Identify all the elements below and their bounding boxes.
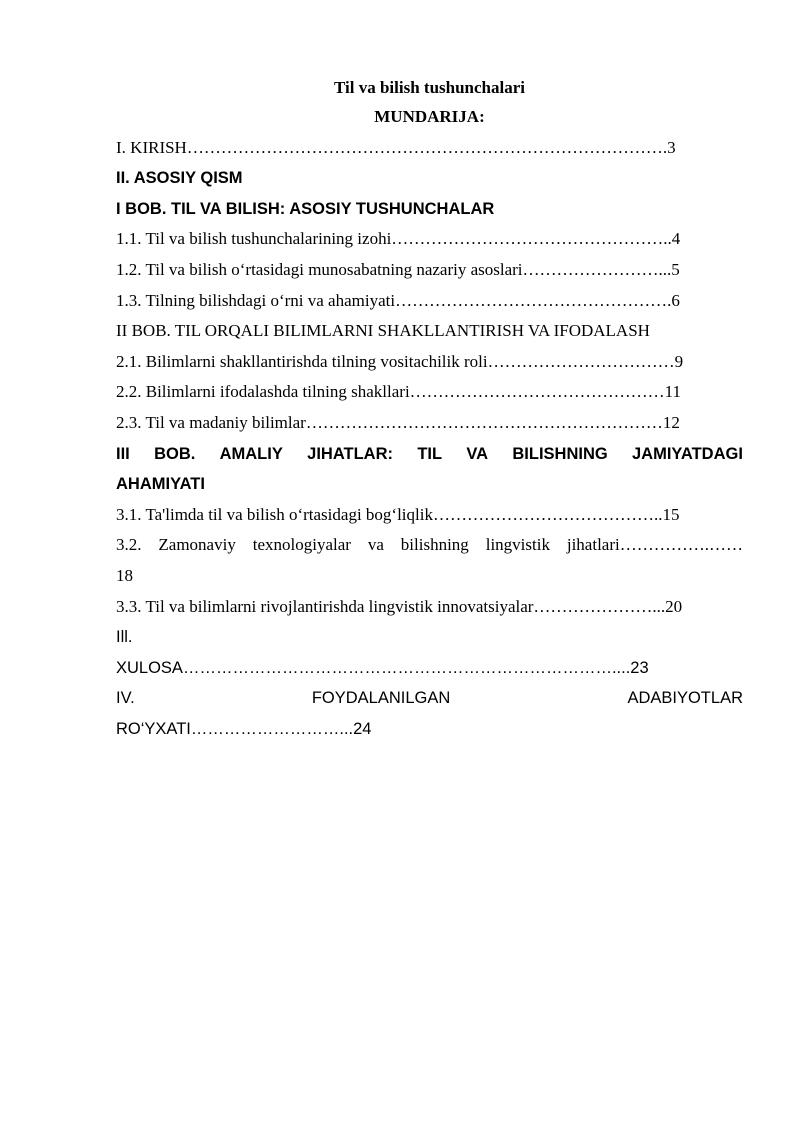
- toc-entry-references: [116, 683, 743, 714]
- toc-entry-3-2-word: bilishning: [400, 535, 469, 555]
- toc-entry-references-word: ADABIYOTLAR: [627, 689, 743, 708]
- toc-chapter-1: I BOB. TIL VA BILISH: ASOSIY TUSHUNCHALAR: [116, 199, 495, 218]
- toc-entry-references-word: IV.: [116, 689, 135, 708]
- toc-section-marker: Ill.: [116, 628, 133, 647]
- toc-chapter-2: II BOB. TIL ORQALI BILIMLARNI SHAKLLANTIRISH VA IFODALASH: [116, 321, 650, 341]
- toc-chapter-3-continued: AHAMIYATI: [116, 475, 205, 494]
- toc-section-asosiy-qism: II. ASOSIY QISM: [116, 169, 243, 188]
- toc-entry-2-2: 2.2. Bilimlarni ifodalashda tilning shakllari………………………………………11: [116, 382, 682, 402]
- toc-chapter-3-word: BOB.: [154, 444, 196, 463]
- toc-entry-3-3: 3.3. Til va bilimlarni rivojlantirishda lingvistik innovatsiyalar…………………...20: [116, 596, 683, 616]
- document-page: [116, 74, 743, 744]
- toc-entry-3-2: [116, 530, 743, 561]
- toc-entry-3-2-word: texnologiyalar: [252, 535, 351, 555]
- toc-entry-references-continued: RO‘YXATI………………………...24: [116, 719, 372, 738]
- toc-entry-xulosa: XULOSA……………………………………………………………………....23: [116, 658, 649, 677]
- toc-entry-3-2-word: va: [367, 535, 384, 555]
- toc-entry-1-1: 1.1. Til va bilish tushunchalarining izohi…………………………………………..4: [116, 229, 681, 249]
- toc-entry-kirish: I. KIRISH………………………………………………………………………….3: [116, 137, 676, 157]
- toc-entry-2-1: 2.1. Bilimlarni shakllantirishda tilning vositachilik roli……………………………9: [116, 351, 684, 371]
- toc-entry-2-3: 2.3. Til va madaniy bilimlar………………………………………………………12: [116, 412, 680, 432]
- toc-chapter-3-word: JIHATLAR:: [307, 444, 394, 463]
- toc-chapter-3: [116, 439, 743, 470]
- toc-chapter-3-word: BILISHNING: [512, 444, 608, 463]
- toc-chapter-3-word: TIL: [417, 444, 443, 463]
- toc-entry-1-3: 1.3. Tilning bilishdagi o‘rni va ahamiyati………………………………………….6: [116, 290, 680, 310]
- toc-entry-references-word: FOYDALANILGAN: [311, 689, 451, 708]
- document-title: Til va bilish tushunchalari: [333, 78, 525, 97]
- toc-entry-3-2-word: 3.2.: [116, 535, 142, 555]
- toc-chapter-3-word: III: [116, 444, 130, 463]
- contents-heading: MUNDARIJA:: [374, 107, 485, 126]
- toc-entry-3-2-word: lingvistik: [485, 535, 550, 555]
- toc-entry-3-2-page: 18: [116, 565, 133, 585]
- toc-entry-3-2-word: jihatlari…………….……: [566, 535, 743, 555]
- toc-entry-1-2: 1.2. Til va bilish o‘rtasidagi munosabatning nazariy asoslari……………………...5: [116, 259, 680, 279]
- toc-chapter-3-word: VA: [466, 444, 489, 463]
- toc-entry-3-2-word: Zamonaviy: [158, 535, 236, 555]
- toc-chapter-3-word: JAMIYATDAGI: [632, 444, 743, 463]
- toc-entry-3-1: 3.1. Ta'limda til va bilish o‘rtasidagi bog‘liqlik…………………………………..15: [116, 504, 680, 524]
- toc-chapter-3-word: AMALIY: [219, 444, 283, 463]
